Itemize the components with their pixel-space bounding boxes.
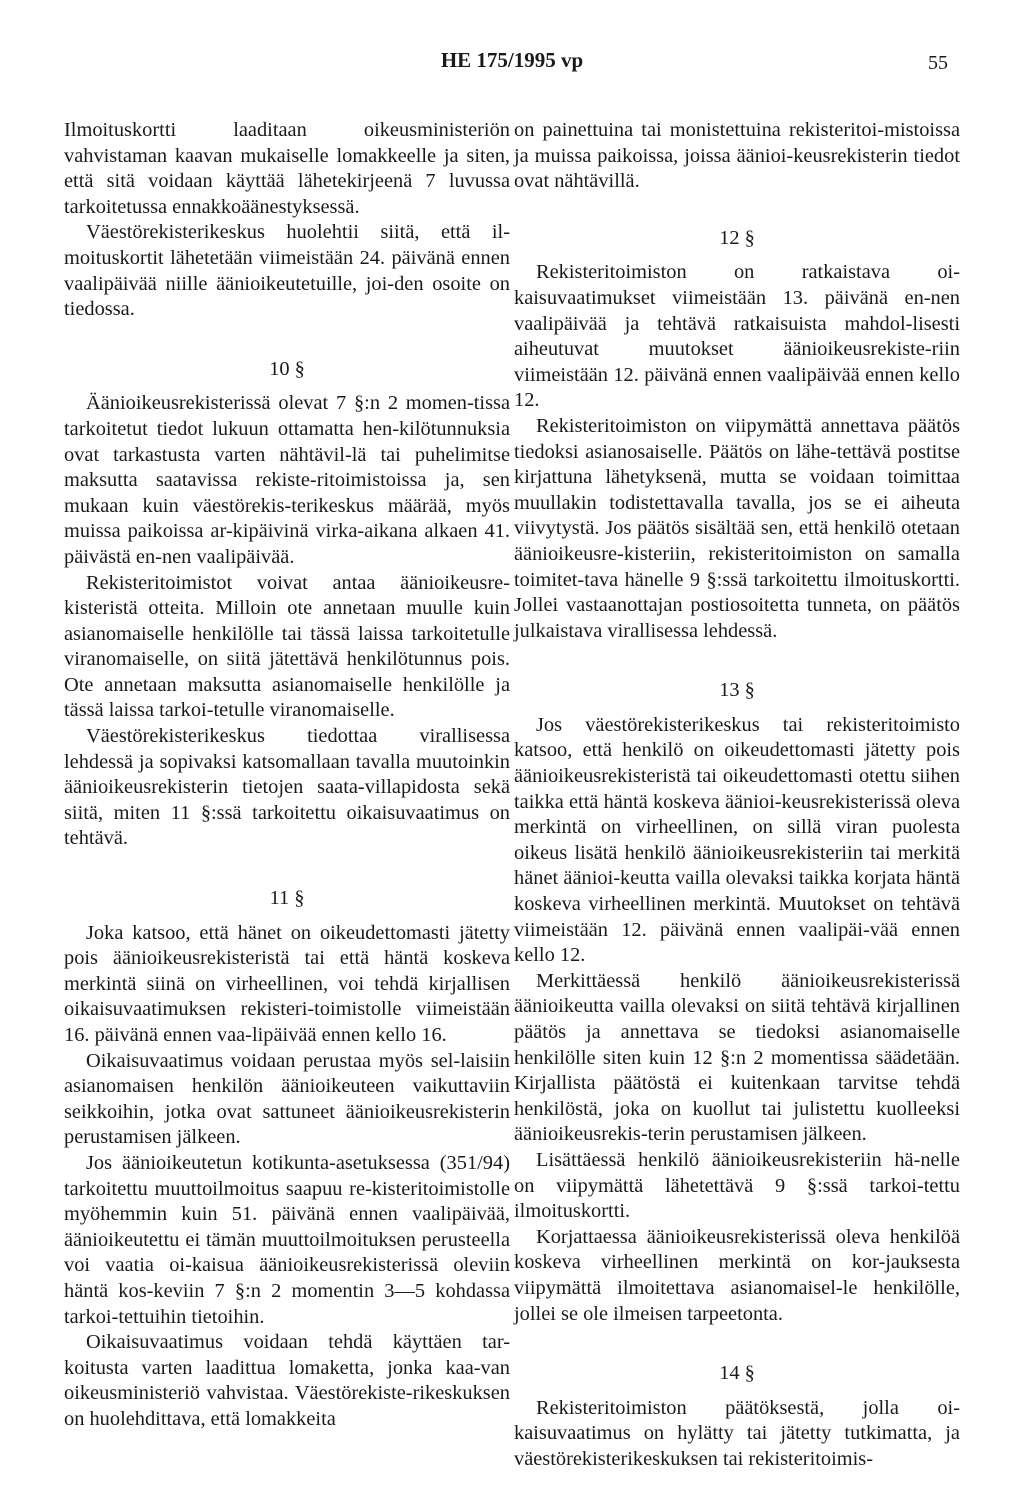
paragraph: Väestörekisterikeskus huolehtii siitä, että il-moituskortit lähetetään viimeistään 24. päivänä ennen vaalipäivää niille äänioikeutetuille, joi-den osoite on tiedossa.: [64, 221, 510, 321]
section-symbol: §: [744, 1362, 755, 1385]
paragraph: Rekisteritoimistot voivat antaa äänioikeusre-kisteristä otteita. Milloin ote annetaan muulle kuin asianomaiselle henkilölle tai tässä laissa tarkoitetulle viranomaiselle, on siitä jätettävä henkilötunnus pois. Ote annetaan maksutta asianomaiselle henkilölle ja tässä laissa tarkoi-tetulle viranomaiselle.: [64, 571, 510, 722]
paragraph: Jos väestörekisterikeskus tai rekisteritoimisto katsoo, että henkilö on oikeudettomasti jätetty pois äänioikeusrekisteristä tai oikeudettomasti otettu siihen taikka että häntä koskeva äänioi-keusrekisterissä oleva merkintä on virheellinen, on sillä viran puolesta oikeus lisätä henkilö äänioikeusrekisteriin tai merkitä hänet äänioi-keutta vailla olevaksi taikka korjata häntä koskeva virheellinen merkintä. Muutokset on tehtävä viimeistään 12. päivänä ennen vaalipäi-vää ennen kello 12.: [514, 713, 960, 967]
section-symbol: §: [294, 357, 305, 380]
section-heading-10: [64, 357, 510, 383]
section-number: 13: [719, 679, 740, 702]
section-number: 11: [269, 887, 290, 910]
section-heading-11: [64, 886, 510, 912]
document-header-title: HE 175/1995 vp: [440, 48, 584, 72]
paragraph: Äänioikeusrekisterissä olevat 7 §:n 2 momen-tissa tarkoitetut tiedot lukuun ottamatta hen-kilötunnuksia ovat tarkastusta varten nähtävil-lä tai puhelimitse maksutta saatavissa rekiste-ritoimistoissa ja, sen mukaan kuin väestörekis-terikeskus määrää, myös muissa paikoissa ar-kipäivinä virka-aikana alkaen 41. päivästä en-nen vaalipäivää.: [64, 392, 510, 568]
section-symbol: §: [744, 679, 755, 702]
paragraph: Rekisteritoimiston päätöksestä, jolla oi-kaisuvaatimus on hylätty tai jätetty tutkimatta, ja väestörekisterikeskuksen tai rekisteritoimis-: [514, 1396, 960, 1470]
paragraph: Oikaisuvaatimus voidaan tehdä käyttäen tar-koitusta varten laadittua lomaketta, jonka kaa-van oikeusministeriö vahvistaa. Väestörekiste-rikeskuksen on huolehdittava, että lomakkeita: [64, 1331, 510, 1430]
section-heading-12: [514, 226, 960, 252]
page-number: 55: [928, 52, 948, 74]
paragraph: Ilmoituskortti laaditaan oikeusministeriön vahvistaman kaavan mukaiselle lomakkeelle ja siten, että sitä voidaan käyttää lähetekirjeenä 7 luvussa tarkoitetussa ennakkoäänestyksessä.: [64, 119, 510, 218]
section-symbol: §: [744, 226, 755, 249]
paragraph: Oikaisuvaatimus voidaan perustaa myös sel-laisiin asianomaisen henkilön äänioikeuteen vaikuttaviin seikkoihin, jotka ovat sattuneet äänioikeusrekisterin perustamisen jälkeen.: [64, 1049, 510, 1149]
right-column: [514, 118, 960, 1473]
paragraph: on painettuina tai monistettuina rekisteritoi-mistoissa ja muissa paikoissa, joissa äänioi-keusrekisterin tiedot ovat nähtävillä.: [514, 119, 960, 193]
paragraph: Jos äänioikeutetun kotikunta-asetuksessa (351/94) tarkoitettu muuttoilmoitus saapuu re-kisteritoimistolle myöhemmin kuin 51. päivänä ennen vaalipäivää, äänioikeutettu ei tämän muuttoilmoituksen perusteella voi vaatia oi-kaisua äänioikeusrekisterissä oleviin häntä kos-keviin 7 §:n 2 momentin 3—5 kohdassa tarkoi-tettuihin tietoihin.: [64, 1151, 510, 1328]
paragraph: Rekisteritoimiston on viipymättä annettava päätös tiedoksi asianosaiselle. Päätös on lähe-tettävä postitse kirjattuna lähetyksenä, mutta se voidaan toimittaa muullakin todistettavalla tavalla, jos se ei aiheuta viivytystä. Jos päätös sisältää sen, että henkilö otetaan äänioikeusre-kisteriin, rekisteritoimiston on samalla toimitet-tava hänelle 9 §:ssä tarkoitettu ilmoituskortti. Jollei vastaanottajan postiosoitetta tunneta, on päätös julkaistava virallisessa lehdessä.: [514, 414, 960, 642]
section-number: 10: [269, 357, 290, 380]
paragraph: Merkittäessä henkilö äänioikeusrekisterissä äänioikeutta vailla olevaksi on siitä tehtävä kirjallinen päätös ja annettava se tiedoksi asianomaiselle henkilölle siten kuin 12 §:n 2 momentissa säädetään. Kirjallista päätöstä ei kuitenkaan tarvitse tehdä henkilöstä, joka on kuollut tai julistettu kuolleeksi äänioikeusrekis-terin perustamisen jälkeen.: [514, 969, 960, 1146]
paragraph: Joka katsoo, että hänet on oikeudettomasti jätetty pois äänioikeusrekisteristä tai että häntä koskeva merkintä siinä on virheellinen, voi tehdä kirjallisen oikaisuvaatimuksen rekisteri-toimistolle viimeistään 16. päivänä ennen vaa-lipäivää ennen kello 16.: [64, 921, 510, 1046]
section-heading-13: [514, 678, 960, 704]
paragraph: Väestörekisterikeskus tiedottaa virallisessa lehdessä ja sopivaksi katsomallaan tavalla muutoinkin äänioikeusrekisterin tietojen saata-villapidosta sekä siitä, miten 11 §:ssä tarkoitettu oikaisuvaatimus on tehtävä.: [64, 725, 510, 850]
left-column: [64, 118, 510, 1433]
paragraph: Lisättäessä henkilö äänioikeusrekisteriin hä-nelle on viipymättä lähetettävä 9 §:ssä tarkoi-tettu ilmoituskortti.: [514, 1148, 960, 1223]
section-number: 12: [719, 226, 740, 249]
paragraph: Rekisteritoimiston on ratkaistava oi-kaisuvaatimukset viimeistään 13. päivänä en-nen vaalipäivää ja tehtävä ratkaisuista mahdol-lisesti aiheutuvat muutokset äänioikeusrekiste-riin viimeistään 12. päivänä ennen vaalipäivää ennen kello 12.: [514, 261, 960, 412]
section-number: 14: [719, 1362, 740, 1385]
section-symbol: §: [294, 887, 305, 910]
section-heading-14: [514, 1361, 960, 1387]
paragraph: Korjattaessa äänioikeusrekisterissä oleva henkilöä koskeva virheellinen merkintä on kor-jauksesta viipymättä ilmoitettava asianomaisel-le henkilölle, jollei se ole ilmeisen tarpeetonta.: [514, 1225, 960, 1325]
